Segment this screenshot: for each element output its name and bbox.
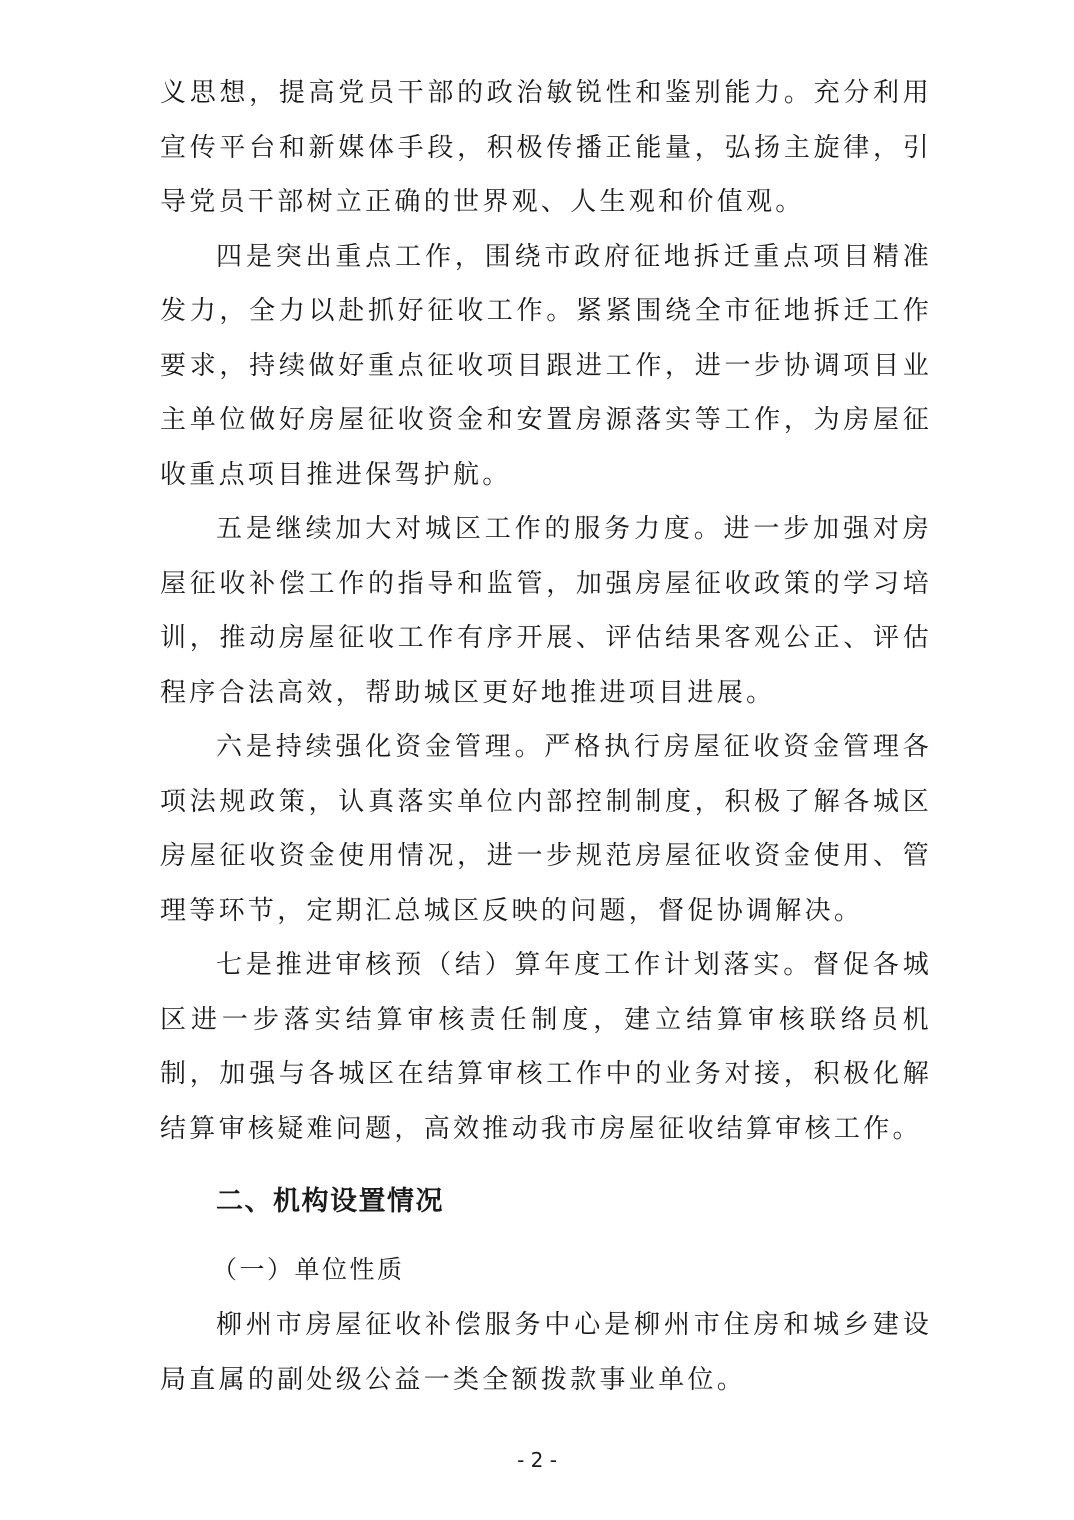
- paragraph-continued: 义思想，提高党员干部的政治敏锐性和鉴别能力。充分利用宣传平台和新媒体手段，积极传播正能量，弘扬主旋律，引导党员干部树立正确的世界观、人生观和价值观。: [160, 78, 932, 217]
- subsection-heading: （一）单位性质: [212, 1255, 405, 1284]
- section-heading: 二、机构设置情况: [216, 1186, 444, 1217]
- paragraph-item-seven: 七是推进审核预（结）算年度工作计划落实。督促各城区进一步落实结算审核责任制度，建立结算审核联络员机制，加强与各城区在结算审核工作中的业务对接，积极化解结算审核疑难问题，高效推动我市房屋征收结算审核工作。: [160, 950, 932, 1144]
- paragraph-item-five: 五是继续加大对城区工作的服务力度。进一步加强对房屋征收补偿工作的指导和监管，加强房屋征收政策的学习培训，推动房屋征收工作有序开展、评估结果客观公正、评估程序合法高效，帮助城区更好地推进项目进展。: [160, 514, 932, 708]
- paragraph-item-four: 四是突出重点工作，围绕市政府征地拆迁重点项目精准发力，全力以赴抓好征收工作。紧紧围绕全市征地拆迁工作要求，持续做好重点征收项目跟进工作，进一步协调项目业主单位做好房屋征收资金和安置房源落实等工作，为房屋征收重点项目推进保驾护航。: [160, 241, 932, 490]
- document-body: [160, 66, 932, 1407]
- page-number: - 2 -: [517, 1448, 557, 1472]
- paragraph-unit-nature: 柳州市房屋征收补偿服务中心是柳州市住房和城乡建设局直属的副处级公益一类全额拨款事业单位。: [160, 1310, 932, 1395]
- paragraph-item-six: 六是持续强化资金管理。严格执行房屋征收资金管理各项法规政策，认真落实单位内部控制制度，积极了解各城区房屋征收资金使用情况，进一步规范房屋征收资金使用、管理等环节，定期汇总城区反映的问题，督促协调解决。: [160, 732, 932, 926]
